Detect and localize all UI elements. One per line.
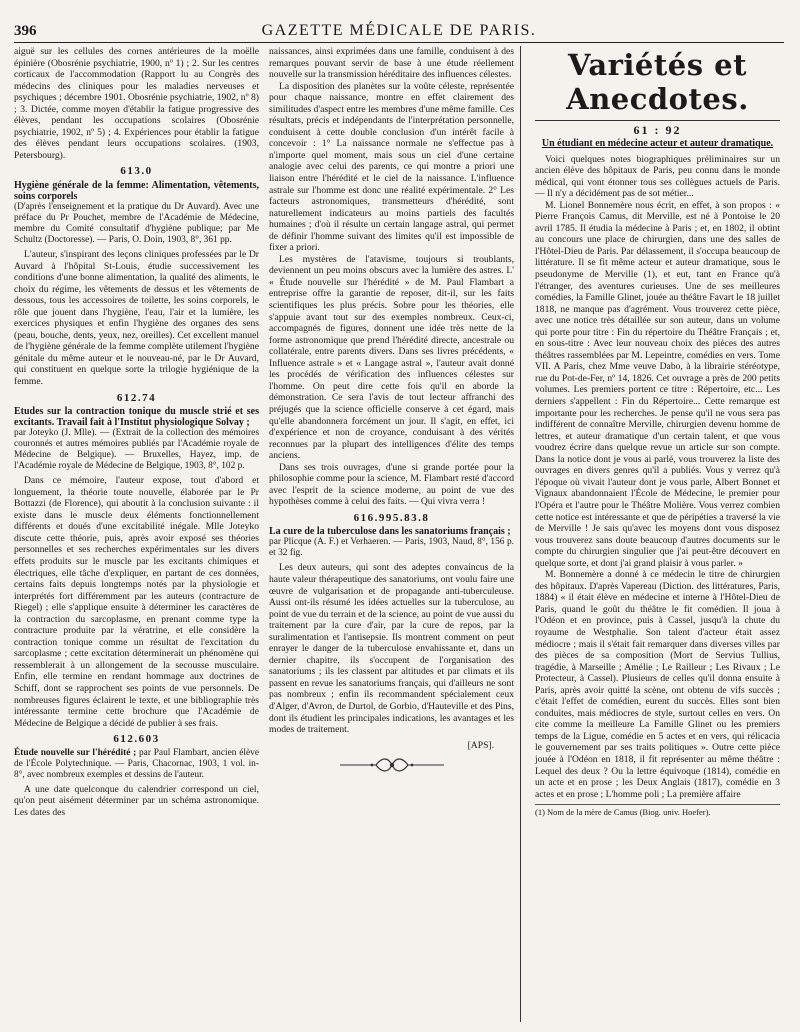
columns <box>14 46 784 1022</box>
body-heredite-cont-1: naissances, ainsi exprimées dans une famille, conduisent à des remarques pouvant servir de base à une étude réellement nouvelle sur la transmission héréditaire des influences célestes. <box>269 46 514 81</box>
section-number-612-603: 612.603 <box>113 733 160 746</box>
column-3 <box>531 46 780 1022</box>
column-1 <box>14 46 259 1022</box>
body-contraction: Dans ce mémoire, l'auteur expose, tout d'abord et longuement, la théorie toute nouvelle, élaborée par le Pr Bottazzi (de Florence), qui aboutit à la conclusion suivante : il existe dans le muscle deux éléments fonctionnellement différents et doués d'une excitabilité inégale. Mlle Joteyko discute cette théorie, puis, après avoir exposé ses théories personnelles et ses recherches expérimentales sur les divers effets produits sur le muscle par les excitants chimiques et électriques, elle tâche d'expliquer, en partant de ces données, certains faits depuis longtemps notés par la physiologie et interprétés fort différemment par les auteurs (contracture de Riegel) ; elle s'applique ensuite à déterminer les caractères de la contraction du sarcoplasme, en prenant comme type la contracture produite par la vératrine, et elle considère la contraction tonique comme un résultat de l'excitation du sarcoplasme ; cette excitation déterminerait un phénomène qui ressemblerait à un allongement de la secousse musculaire. Enfin, elle termine en rendant hommage aux doctrines de Schiff, dont se rapprochent ses points de vue personnels. De nombreuses figures éclairent le texte, et une bibliographie très intéressante termine cette brochure que l'Académie de Médecine de Belgique a décidé de publier à ses frais. <box>14 475 259 729</box>
section-number-613-0: 613.0 <box>120 165 153 178</box>
body-hygiene: L'auteur, s'inspirant des leçons cliniques professées par le Dr Auvard à l'hôpital St-Louis, étudie successivement les conditions d'une bonne alimentation, la qualité des aliments, le choix du régime, les vêtements de dessus et les vêtements de dessous, tous les accessoires de toilette, les soins corporels, le rôle que jouent dans l'hygiène, l'eau, l'air et la lumière, les exercices physiques et enfin l'hygiène des organes des sens (peau, bouche, dents, yeux, nez, oreilles). Cet excellent manuel de l'hygiène générale de la femme complète utilement l'hygiène génitale du même auteur et le nouveau-né, par le Dr Auvard, qui constituent en quelque sorte la trilogie hygiénique de la femme. <box>14 249 259 388</box>
section-title-heredite: Étude nouvelle sur l'hérédité ; <box>14 747 137 758</box>
bibliography-contraction: par Joteyko (J. Mlle). — (Extrait de la collection des mémoires couronnés et autres mémoires publiés par l'Académie royale de Médecine de Belgique). — Bruxelles, Hayez, imp. de l'Académie royale de Médecine de Belgique, 1903, 8°, 102 p. <box>14 428 259 472</box>
body-varietes-1: Voici quelques notes biographiques préliminaires sur un ancien élève des hôpitaux de Paris, peu connu dans le monde médical, qui vont étonner tous ses collègues actuels de Paris. — Il n'y a décidément pas de sot métier... <box>535 153 780 200</box>
page-number: 396 <box>14 23 37 39</box>
bibliography-tuberculose: par Plicque (A. F.) et Verhaeren. — Paris, 1903, Naud, 8°, 156 p. et 32 fig. <box>269 537 514 559</box>
section-title-hygiene: Hygiène générale de la femme: Alimentation, vêtements, soins corporels <box>14 180 259 203</box>
section-title-etudiant: Un étudiant en médecine acteur et auteur dramatique. <box>541 137 774 149</box>
section-heading-heredite <box>14 748 259 781</box>
bibliography-hygiene: (D'après l'enseignement et la pratique du Dr Auvard). Avec une préface du Pr Pouchet, membre de l'Académie de Médecine, membre du Comité consultatif d'hygiène publique; par Me Schultz (Doctoresse). — Paris, O. Doin, 1903, 8°, 361 pp. <box>14 202 259 246</box>
intro-paragraph: aiguë sur les cellules des cornes antérieures de la moëlle épinière (Obosrénie psychiatrie, 1900, nº 1) ; 2. Sur les centres corticaux de l'accommodation (Rapport lu au Congrès des médecins des cliniques pour les maladies nerveuses et psychiques ; décembre 1901. Obosrénie psychiatrie, 1902, nº 8) ; 3. Dictée, comme moyen d'établir la fatigue progressive des élèves, pendant les occupations scolaires (Obosrénie psychiatrie, 1902, nº 5) ; 4. Expériences pour établir la fatigue des élèves pendant leurs occupations scolaires. (1903, Petersbourg). <box>14 46 259 161</box>
column-2 <box>269 46 521 1022</box>
section-number-612-74: 612.74 <box>116 391 157 404</box>
ornament-fleuron-icon <box>332 755 452 775</box>
body-varietes-2: M. Lionel Bonnemère nous écrit, en effet, à son propos : « Pierre François Camus, dit Merville, est né à Pontoise le 20 avril 1785. Il étudia la médecine à Paris ; et, en 1802, il obtint au concours une place de chirurgien, dans une des salles de l'Hôtel-Dieu de Paris. Par délassement, il s'occupa beaucoup de littérature. Il se fit même acteur et auteur dramatique, sous le pseudonyme de Merville (1), et eut, tant en France qu'à l'étranger, des aventures curieuses. Une de ses meilleures comédies, la Famille Glinet, jouée au théâtre Favart le 18 juillet 1818, ne manque pas d'agrément. Vous trouverez cette pièce, avec une notice très détaillée sur son auteur, dans un volume qui porte pour titre : Fin du répertoire du Théâtre Français ; et, en sous-titre : Avec leur nouveau choix des pièces des autres théâtres rassemblées par M. Lepeintre, comédies en vers. Tome VII. A Paris, chez Mme veuve Dabo, à la librairie stéréotype, rue du Pot-de-Fer, nº 14, 1826. Cet ouvrage a près de 200 petits volumes. Les premiers portent ce titre : Répertoire, etc... Les derniers s'appellent : Fin du Répertoire... Cette remarque est importante pour les recherches. Je pense qu'il ne vous sera pas indifférent de connaître Merville, chirurgien devenu homme de lettres, et auteur dramatique d'un certain talent, et que vous voudrez écrire dans quelque revue un article sur son compte. Dans la notice dont je vous ai parlé, vous trouverez la liste des ouvrages en divers genres qu'il a publiés. Vous y verrez qu'à l'époque où vivait l'auteur dont je vous parle, Albert Bonnet et Vignaux abandonnaient l'École de Médecine, le premier pour l'Opéra et l'autre pour le Théâtre Molière. Vous verrez combien cette notice est intéressante et que de péripéties a traversé la vie de Merville ! Je sais qu'avec les moyens dont vous disposez vous trouverez sans doute beaucoup d'autres documents sur le compte du chirurgien singulier que j'ai peut-être découvert en quelque sorte, et dont j'ai grand plaisir à vous parler. » <box>535 199 780 569</box>
column-title-varietes: Variétés et Anecdotes. <box>535 48 780 121</box>
footnote: (1) Nom de la mère de Camus (Biog. univ. Hoefer). <box>535 804 780 817</box>
bibliography-heredite: par Paul Flambart, ancien élève de l'École Polytechnique. — Paris, Chacornac, 1903, 1 vol. in-8°, avec nombreux exemples et dessins de l'auteur. <box>14 747 259 780</box>
section-number-61-92: 61 : 92 <box>633 123 682 137</box>
signature-aps: [APS]. <box>467 739 494 751</box>
section-title-tuberculose: La cure de la tuberculose dans les sanatoriums français ; <box>269 526 511 538</box>
section-number-616-995: 616.995.83.8 <box>353 511 430 524</box>
journal-title: GAZETTE MÉDICALE DE PARIS. <box>261 22 537 39</box>
body-heredite-cont-4: Dans ses trois ouvrages, d'une si grande portée pour la philosophie comme pour la science, M. Flambart resté d'accord avec l'esprit de la science moderne, au point de vue des hypothèses comme à celui des faits. — Qui vivra verra ! <box>269 461 514 508</box>
body-tuberculose: Les deux auteurs, qui sont des adeptes convaincus de la haute valeur thérapeutique des sanatoriums, ont voulu faire une œuvre de vulgarisation et de propagande anti-tuberculeuse. Aussi ont-ils résumé les idées actuelles sur la tuberculose, au point de vue du terrain et de la science, au point de vue aussi du traitement par la cure d'air, par la cure de repos, par la suralimentation et l'antisepsie. Ils montrent comment on peut enrayer le danger de la tuberculose envahissante et, dans un dernier chapitre, ils s'occupent de l'organisation des sanatoriums ; ils les classent par altitudes et par climats et ils passent en revue les sanatoriums français, qui d'ailleurs ne sont pas nombreux ; enfin ils recommandent spécialement ceux d'Alger, d'Avron, de Durtol, de Gorbio, d'Hauteville et des Pins, dont ils étudient les principales indications, les avantages et les modes de traitement. <box>269 562 514 736</box>
body-heredite-start: A une date quelconque du calendrier correspond un ciel, qu'on peut aisément déterminer par un schéma astronomique. Les dates des <box>14 783 259 818</box>
section-title-contraction: Etudes sur la contraction tonique du muscle strié et ses excitants. Travail fait à l'Institut physiologique Solvay ; <box>14 406 259 429</box>
page-header <box>14 10 784 43</box>
newspaper-page <box>14 10 784 1022</box>
body-varietes-3: M. Bonnemère a donné à ce médecin le titre de chirurgien des hôpitaux. D'après Vapereau (Diction. des littératures, Paris, 1884) « il était élève en médecine et interne à l'Hôtel-Dieu de Paris, quand le goût du théâtre le fit comédien. Il joua à l'Odéon et en province, puis à Cassel, jusqu'à la chute du royaume de Westphalie. Son talent d'acteur était assez médiocre ; mais il s'était fait remarquer dans diverses villes par des pièces de sa composition (Mort de Servius Tullius, tragédie, à Marseille ; Amélie ; Le Railleur ; Les Rivaux ; Le Protecteur, à Cassel). Plusieurs de celles qu'il donna ensuite à Paris, après avoir quitté la scène, ont obtenu de vifs succès ; c'était l'effet de comédien, eurent du succès. Elles sont bien conduites, mais médiocres de style, surtout celles en vers. On cite comme la meilleure La Famille Glinet ou les premiers temps de la Ligue, comédie en 5 actes et en vers, qui rélicacia le gouvernement par ses traits politiques ». Outre cette pièce jouée à l'Odéon en 1818, il fit représenter au même théâtre : Lequel des deux ? Ou la lettre équivoque (1814), comédie en un acte et en prose ; les Deux Anglais (1817), comédie en 3 actes et en prose ; L'homme poli ; La première affaire <box>535 569 780 800</box>
body-heredite-cont-3: Les mystères de l'atavisme, toujours si troublants, deviennent un peu moins obscurs avec la lumière des astres. L' « Étude nouvelle sur l'hérédité » de M. Paul Flambart a entreprise offre la garantie de reposer, dit-il, sur les faits scientifiques les plus précis. Sobre pour les théories, elle s'appuie avant tout sur des exemples nombreux. Ceux-ci, accompagnés de figures, donnent une idée très nette de la forme astronomique que prend l'hérédité directe, ancestrale ou collatérale, entre parents divers. Dans ses livres précédents, « Influence astrale » et « Langage astral », l'auteur avait donné les procédés de vérification des influences célestes sur l'homme. On peut dire cette fois qu'il en aborde la démonstration. Ce sera l'avis de tout lecteur affranchi des préjugés que la science officielle conserve à cet égard, mais qu'elle abandonnera forcément un jour. Il s'agit, en effet, ici d'expérience et non de croyance, conduisant à des vérités reconnues par la plupart des intelligences d'élite des temps anciens. <box>269 253 514 462</box>
body-heredite-cont-2: La disposition des planètes sur la voûte céleste, représentée pour chaque naissance, montre en effet clairement des similitudes d'aspect entre les membres d'une même famille. Ces résultats, précis et indépendants de l'interprétation personnelle, conduisent à cette double conclusion d'un intérêt facile à concevoir : 1° La naissance normale ne s'effectue pas à n'importe quel moment, mais sous un ciel d'une certaine analogie avec celui des parents, ce qui montre a priori une liaison entre l'hérédité et le ciel de la naissance. L'influence astrale sur l'homme est donc une réalité expérimentale. 2° Les facteurs astronomiques, transmetteurs d'hérédité, sont naturellement indicateurs au moins partiels des facultés humaines ; d'où il résulte un certain langage astral, qui permet de définir l'homme suivant des limites qu'il est impossible de fixer a priori. <box>269 80 514 254</box>
